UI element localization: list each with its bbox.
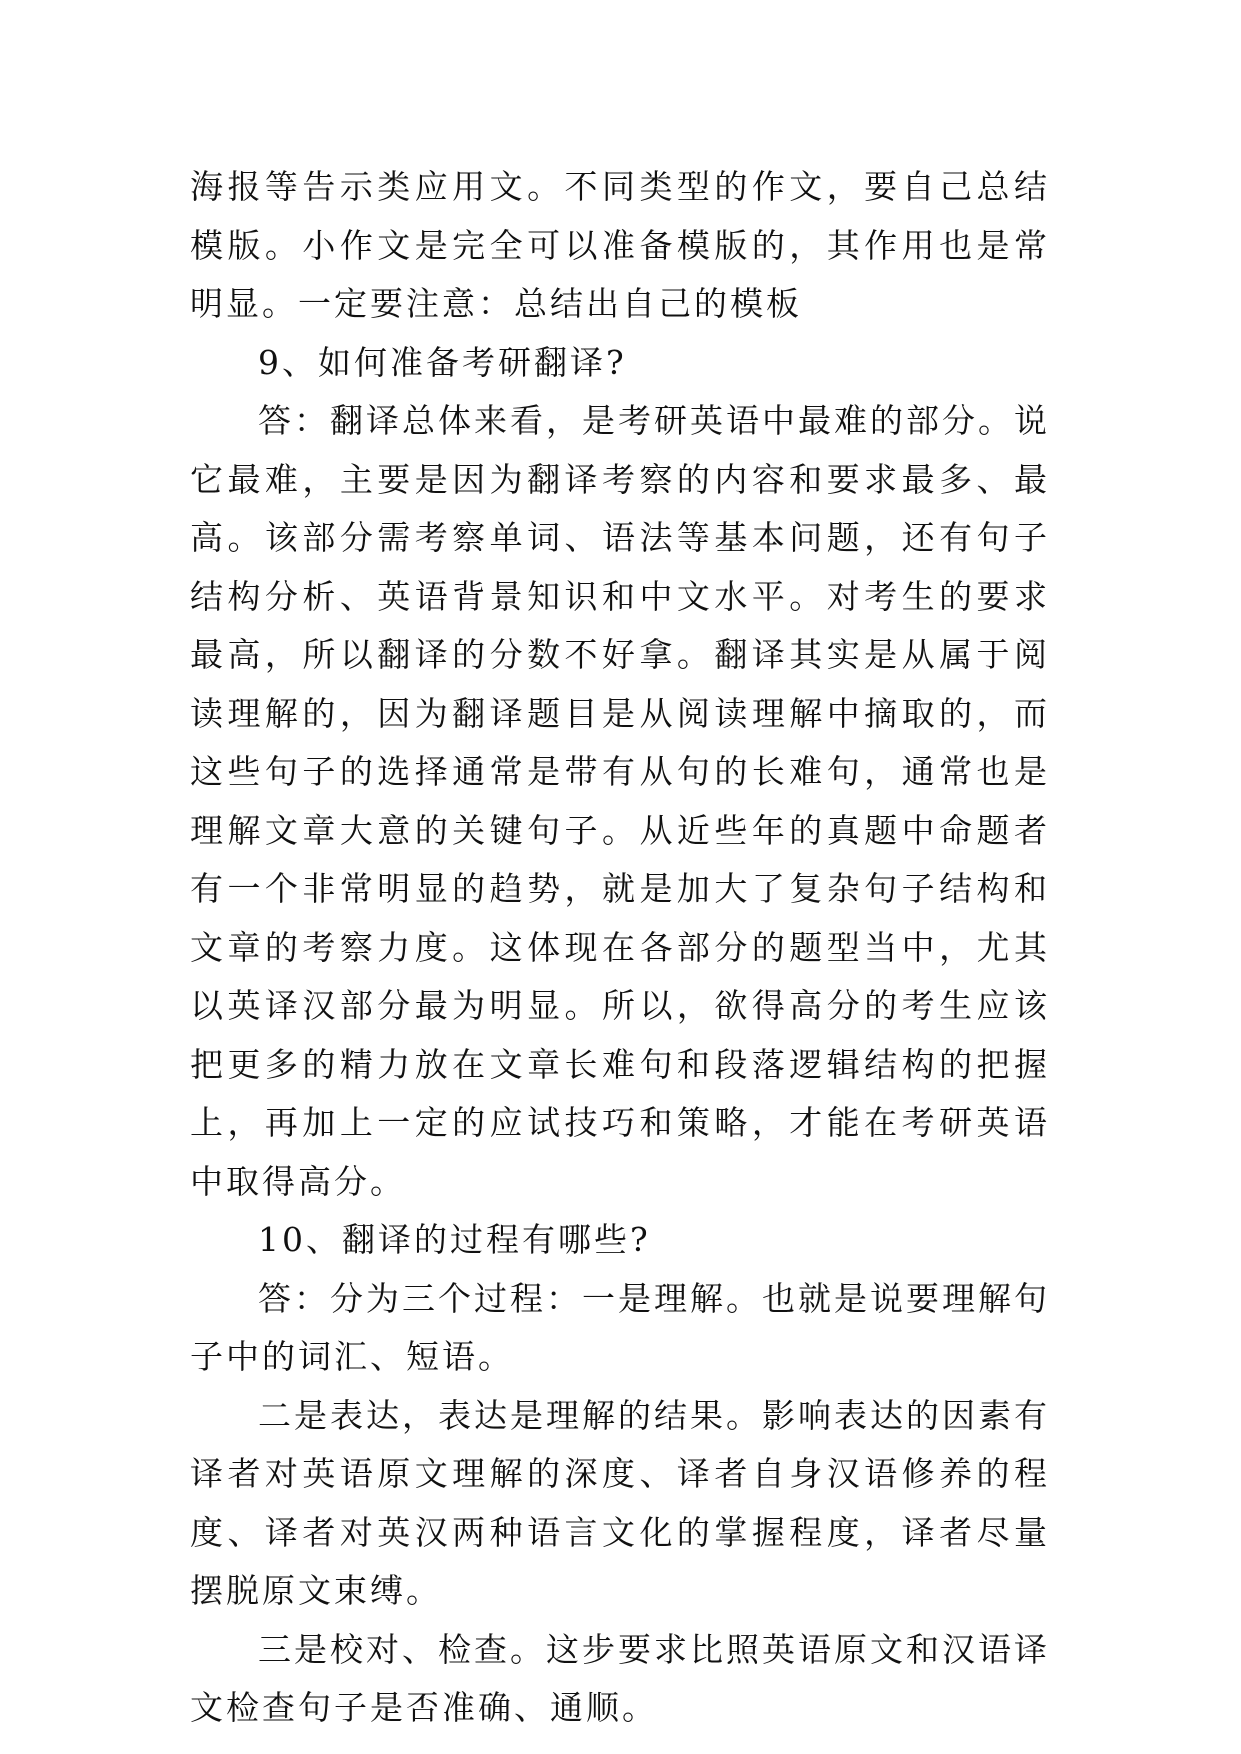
question-10-answer-part-1: 答：分为三个过程：一是理解。也就是说要理解句子中的词汇、短语。 — [190, 1278, 1050, 1376]
question-10-answer-part-3: 三是校对、检查。这步要求比照英语原文和汉语译文检查句子是否准确、通顺。 — [190, 1629, 1050, 1727]
question-9-heading: 9、如何准备考研翻译? — [258, 342, 627, 382]
question-10-heading: 10、翻译的过程有哪些? — [258, 1220, 651, 1259]
paragraph-continuation: 海报等告示类应用文。不同类型的作文，要自己总结模版。小作文是完全可以准备模版的，其作用也是常明显。一定要注意：总结出自己的模板 — [190, 167, 1050, 323]
question-10-answer-part-2: 二是表达，表达是理解的结果。影响表达的因素有译者对英语原文理解的深度、译者自身汉语修养的程度、译者对英汉两种语言文化的掌握程度，译者尽量摆脱原文束缚。 — [190, 1395, 1050, 1610]
document-page — [190, 158, 1050, 1738]
question-9-answer: 答：翻译总体来看，是考研英语中最难的部分。说它最难，主要是因为翻译考察的内容和要求最多、最高。该部分需考察单词、语法等基本问题，还有句子结构分析、英语背景知识和中文水平。对考生的要求最高，所以翻译的分数不好拿。翻译其实是从属于阅读理解的，因为翻译题目是从阅读理解中摘取的，而这些句子的选择通常是带有从句的长难句，通常也是理解文章大意的关键句子。从近些年的真题中命题者有一个非常明显的趋势，就是加大了复杂句子结构和文章的考察力度。这体现在各部分的题型当中，尤其以英译汉部分最为明显。所以，欲得高分的考生应该把更多的精力放在文章长难句和段落逻辑结构的把握上，再加上一定的应试技巧和策略，才能在考研英语中取得高分。 — [190, 401, 1050, 1201]
